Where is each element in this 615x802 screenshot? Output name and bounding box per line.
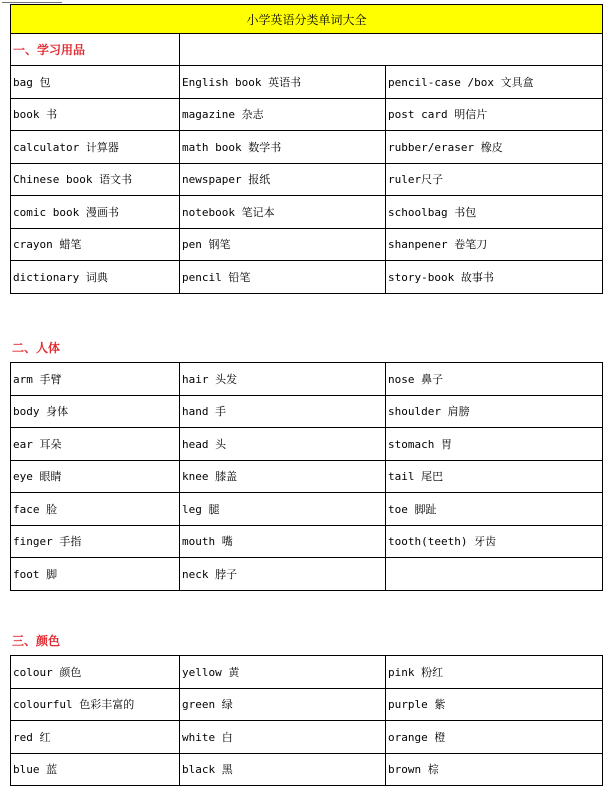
table-cell: book 书 xyxy=(11,98,180,131)
table-cell: body 身体 xyxy=(11,395,180,428)
table-row xyxy=(11,656,603,689)
table-cell: crayon 蜡笔 xyxy=(11,228,180,261)
table-cell: blue 蓝 xyxy=(11,753,180,786)
table-cell: rubber/eraser 橡皮 xyxy=(386,131,603,164)
table-row xyxy=(11,261,603,294)
body-parts-table xyxy=(10,362,603,591)
table-cell: bag 包 xyxy=(11,66,180,99)
table-row xyxy=(11,460,603,493)
table-row xyxy=(11,558,603,591)
table-cell: pencil 铅笔 xyxy=(180,261,386,294)
table-cell: pen 钢笔 xyxy=(180,228,386,261)
table-cell: tail 尾巴 xyxy=(386,460,603,493)
table-row xyxy=(11,753,603,786)
section-heading: 二、人体 xyxy=(12,341,61,355)
table-cell: black 黑 xyxy=(180,753,386,786)
table-row xyxy=(11,196,603,229)
table-cell: pencil-case /box 文具盒 xyxy=(386,66,603,99)
school-supplies-table xyxy=(10,4,603,294)
table-cell: magazine 杂志 xyxy=(180,98,386,131)
table-row xyxy=(11,363,603,396)
table-row xyxy=(11,66,603,99)
table-cell: head 头 xyxy=(180,428,386,461)
table-cell: arm 手臂 xyxy=(11,363,180,396)
empty-cell xyxy=(180,34,603,66)
table-cell: knee 膝盖 xyxy=(180,460,386,493)
table-cell: notebook 笔记本 xyxy=(180,196,386,229)
table-row xyxy=(11,525,603,558)
table-cell: comic book 漫画书 xyxy=(11,196,180,229)
table-cell: pink 粉红 xyxy=(386,656,603,689)
section-rows xyxy=(11,656,603,786)
table-cell: math book 数学书 xyxy=(180,131,386,164)
table-cell: hair 头发 xyxy=(180,363,386,396)
title-row xyxy=(11,5,603,34)
table-cell: Chinese book 语文书 xyxy=(11,163,180,196)
table-cell: nose 鼻子 xyxy=(386,363,603,396)
table-cell: foot 脚 xyxy=(11,558,180,591)
table-cell: neck 脖子 xyxy=(180,558,386,591)
table-cell: leg 腿 xyxy=(180,493,386,526)
table-row xyxy=(11,493,603,526)
section-rows xyxy=(11,66,603,294)
table-cell: eye 眼睛 xyxy=(11,460,180,493)
table-cell: ruler尺子 xyxy=(386,163,603,196)
table-cell: green 绿 xyxy=(180,688,386,721)
table-cell: finger 手指 xyxy=(11,525,180,558)
table-cell: shoulder 肩膀 xyxy=(386,395,603,428)
table-cell: hand 手 xyxy=(180,395,386,428)
table-cell: post card 明信片 xyxy=(386,98,603,131)
table-cell: English book 英语书 xyxy=(180,66,386,99)
section-heading-row xyxy=(11,34,603,66)
table-cell xyxy=(386,558,603,591)
table-row xyxy=(11,428,603,461)
section-heading: 一、学习用品 xyxy=(11,34,180,66)
table-cell: white 白 xyxy=(180,721,386,754)
table-row xyxy=(11,688,603,721)
table-cell: yellow 黄 xyxy=(180,656,386,689)
table-cell: newspaper 报纸 xyxy=(180,163,386,196)
table-row xyxy=(11,98,603,131)
table-cell: brown 棕 xyxy=(386,753,603,786)
colors-table xyxy=(10,655,603,786)
table-cell: red 红 xyxy=(11,721,180,754)
table-cell: purple 紫 xyxy=(386,688,603,721)
table-cell: face 脸 xyxy=(11,493,180,526)
table-cell: dictionary 词典 xyxy=(11,261,180,294)
table-cell: calculator 计算器 xyxy=(11,131,180,164)
table-cell: colour 颜色 xyxy=(11,656,180,689)
table-cell: schoolbag 书包 xyxy=(386,196,603,229)
section-rows xyxy=(11,363,603,591)
table-cell: story-book 故事书 xyxy=(386,261,603,294)
table-cell: stomach 胃 xyxy=(386,428,603,461)
table-cell: toe 脚趾 xyxy=(386,493,603,526)
page-title: 小学英语分类单词大全 xyxy=(11,5,603,34)
table-row xyxy=(11,163,603,196)
table-row xyxy=(11,228,603,261)
table-row xyxy=(11,131,603,164)
table-cell: orange 橙 xyxy=(386,721,603,754)
table-row xyxy=(11,395,603,428)
table-row xyxy=(11,721,603,754)
table-cell: colourful 色彩丰富的 xyxy=(11,688,180,721)
table-cell: shanpener 卷笔刀 xyxy=(386,228,603,261)
section-heading: 三、颜色 xyxy=(12,634,61,648)
table-cell: mouth 嘴 xyxy=(180,525,386,558)
table-cell: tooth(teeth) 牙齿 xyxy=(386,525,603,558)
table-cell: ear 耳朵 xyxy=(11,428,180,461)
